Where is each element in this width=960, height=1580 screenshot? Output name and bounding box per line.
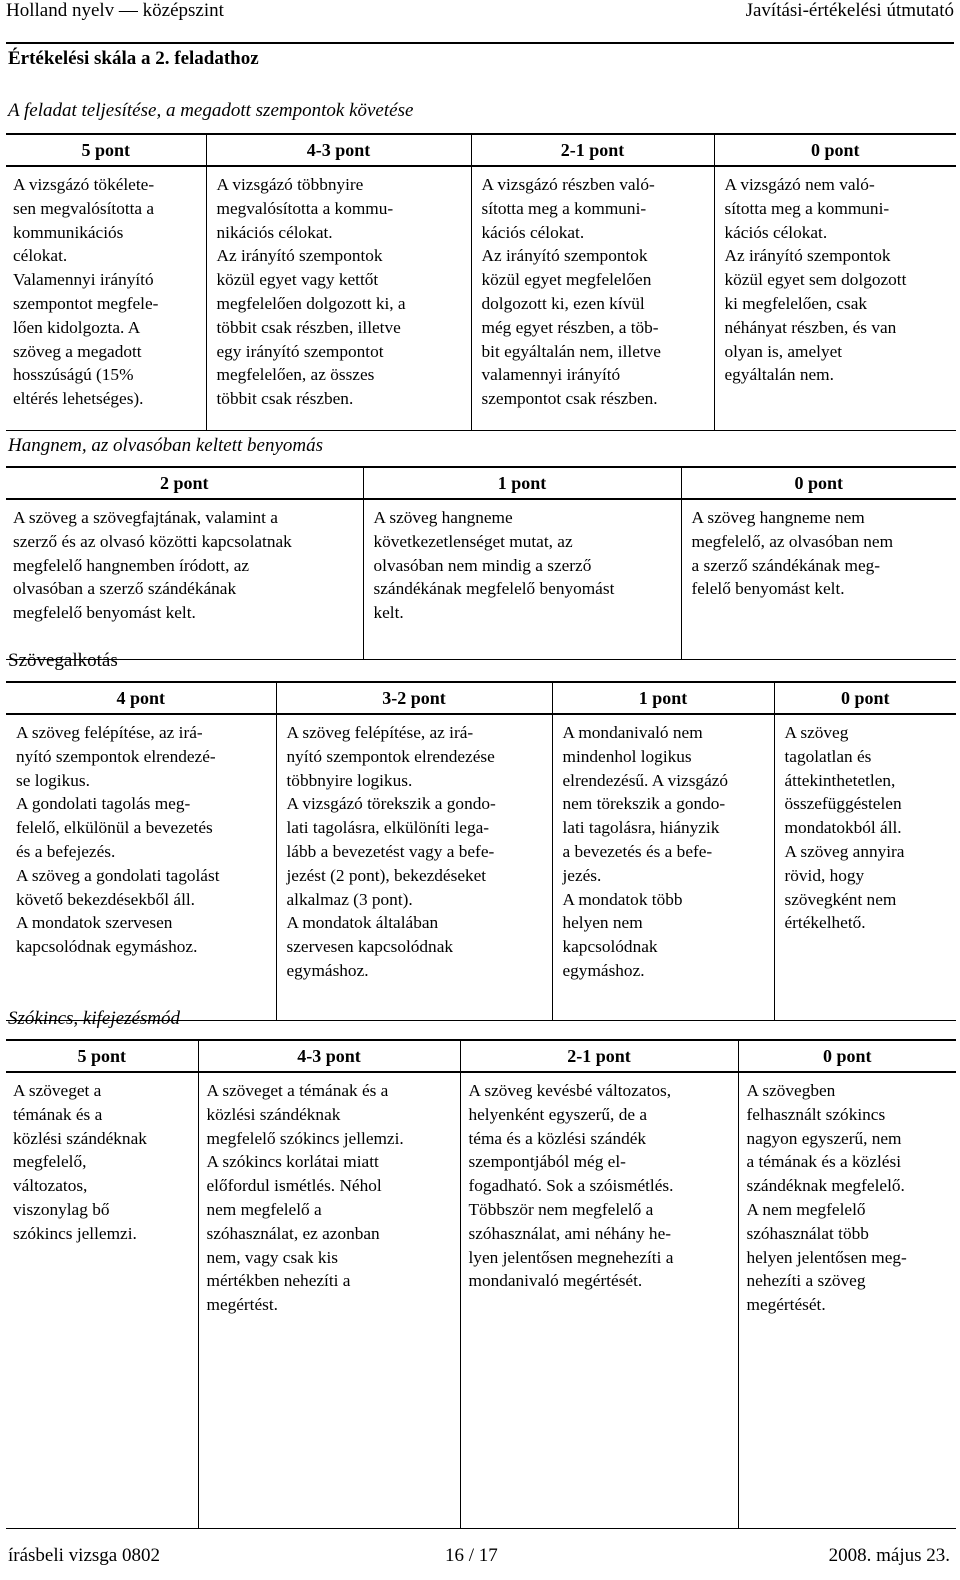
column-header: 2-1 pont — [471, 134, 714, 166]
column-header: 5 pont — [6, 134, 206, 166]
rubric-table-vocabulary — [6, 1039, 956, 1529]
section-task-completion-title: A feladat teljesítése, a megadott szempontok követése — [8, 100, 414, 121]
rubric-cell: A vizsgázó tökélete- sen megvalósította a kommunikációs célokat. Valamennyi irányító szempontot megfele- lően kidolgozta. A szöveg a megadott hosszúságú (15% eltérés lehetséges). — [6, 166, 206, 430]
rubric-table-task-completion — [6, 133, 956, 431]
column-header: 0 pont — [774, 682, 956, 714]
header-doc-type: Javítási-értékelési útmutató — [745, 0, 954, 21]
section-tone-title: Hangnem, az olvasóban keltett benyomás — [8, 435, 324, 456]
section-vocabulary-title: Szókincs, kifejezésmód — [8, 1008, 181, 1029]
rubric-table-tone — [6, 466, 956, 660]
rubric-cell: A szöveg tagolatlan és áttekinthetetlen, összefüggéstelen mondatokból áll. A szöveg annyira rövid, hogy szövegként nem értékelhető. — [774, 714, 956, 1020]
column-header: 2 pont — [6, 467, 363, 499]
column-header: 0 pont — [714, 134, 956, 166]
rubric-table-composition — [6, 681, 956, 1021]
rubric-cell: A vizsgázó nem való- sította meg a kommuni- kációs célokat. Az irányító szempontok közül egyet sem dolgozott ki megfelelően, csak néhányat részben, és van olyan is, amelyet egyáltalán nem. — [714, 166, 956, 430]
rubric-cell: A vizsgázó részben való- sította meg a kommuni- kációs célokat. Az irányító szempontok közül egyet megfelelően dolgozott ki, ezen kívül még egyet részben, a töb- bit egyáltalán nem, illetve valamennyi irányító szempontot csak részben. — [471, 166, 714, 430]
page-header — [6, 0, 954, 22]
rubric-cell: A szöveg hangneme nem megfelelő, az olvasóban nem a szerző szándékának meg- felelő benyomást kelt. — [681, 499, 956, 659]
column-header: 4-3 pont — [206, 134, 471, 166]
rubric-cell: A szöveg felépítése, az irá- nyító szempontok elrendezése többnyire logikus. A vizsgázó törekszik a gondo- lati tagolásra, elkülöníti lega- lább a bevezetést vagy a befe- jezést (2 pont), bekezdéseket alkalmaz (3 pont). A mondatok általában szervesen kapcsolódnak egymáshoz. — [276, 714, 552, 1020]
footer-exam-code: írásbeli vizsga 0802 — [8, 1545, 160, 1566]
rubric-cell: A mondanivaló nem mindenhol logikus elrendezésű. A vizsgázó nem törekszik a gondo- lati tagolásra, hiányzik a bevezetés és a befe- jezés. A mondatok több helyen nem kapcsolódnak egymáshoz. — [552, 714, 774, 1020]
rubric-cell: A vizsgázó többnyire megvalósította a kommu- nikációs célokat. Az irányító szempontok közül egyet vagy kettőt megfelelően dolgozott ki, a többit csak részben, illetve egy irányító szempontot megfelelően, az összes többit csak részben. — [206, 166, 471, 430]
column-header: 4 pont — [6, 682, 276, 714]
section-composition-title: Szövegalkotás — [8, 650, 118, 671]
column-header: 0 pont — [738, 1040, 956, 1072]
column-header: 0 pont — [681, 467, 956, 499]
rubric-cell: A szöveg hangneme következetlenséget mutat, az olvasóban nem mindig a szerző szándékának megfelelő benyomást kelt. — [363, 499, 681, 659]
rubric-cell: A szöveget a témának és a közlési szándéknak megfelelő szókincs jellemzi. A szókincs korlátai miatt előfordul ismétlés. Néhol nem megfelelő a szóhasználat, ez azonban nem, vagy csak kis mértékben nehezíti a megértést. — [198, 1072, 460, 1528]
rubric-cell: A szövegben felhasznált szókincs nagyon egyszerű, nem a témának és a közlési szándéknak megfelelő. A nem megfelelő szóhasználat több helyen jelentősen meg- nehezíti a szöveg megértését. — [738, 1072, 956, 1528]
column-header: 5 pont — [6, 1040, 198, 1072]
column-header: 4-3 pont — [198, 1040, 460, 1072]
footer-page-number: 16 / 17 — [445, 1545, 498, 1566]
page-title: Értékelési skála a 2. feladathoz — [8, 48, 259, 69]
header-rule — [6, 42, 954, 44]
rubric-cell: A szöveget a témának és a közlési szándéknak megfelelő, változatos, viszonylag bő szókincs jellemzi. — [6, 1072, 198, 1528]
column-header: 1 pont — [363, 467, 681, 499]
header-subject: Holland nyelv — középszint — [6, 0, 224, 21]
footer-date: 2008. május 23. — [828, 1545, 950, 1566]
rubric-cell: A szöveg a szövegfajtának, valamint a szerző és az olvasó közötti kapcsolatnak megfelelő hangnemben íródott, az olvasóban a szerző szándékának megfelelő benyomást kelt. — [6, 499, 363, 659]
rubric-cell: A szöveg felépítése, az irá- nyító szempontok elrendezé- se logikus. A gondolati tagolás meg- felelő, elkülönül a bevezetés és a befejezés. A szöveg a gondolati tagolást követő bekezdésekből áll. A mondatok szervesen kapcsolódnak egymáshoz. — [6, 714, 276, 1020]
column-header: 3-2 pont — [276, 682, 552, 714]
rubric-cell: A szöveg kevésbé változatos, helyenként egyszerű, de a téma és a közlési szándék szempontjából még el- fogadható. Sok a szóismétlés. Többször nem megfelelő a szóhasználat, ami néhány he- lyen jelentősen megnehezíti a mondanivaló megértését. — [460, 1072, 738, 1528]
column-header: 2-1 pont — [460, 1040, 738, 1072]
column-header: 1 pont — [552, 682, 774, 714]
